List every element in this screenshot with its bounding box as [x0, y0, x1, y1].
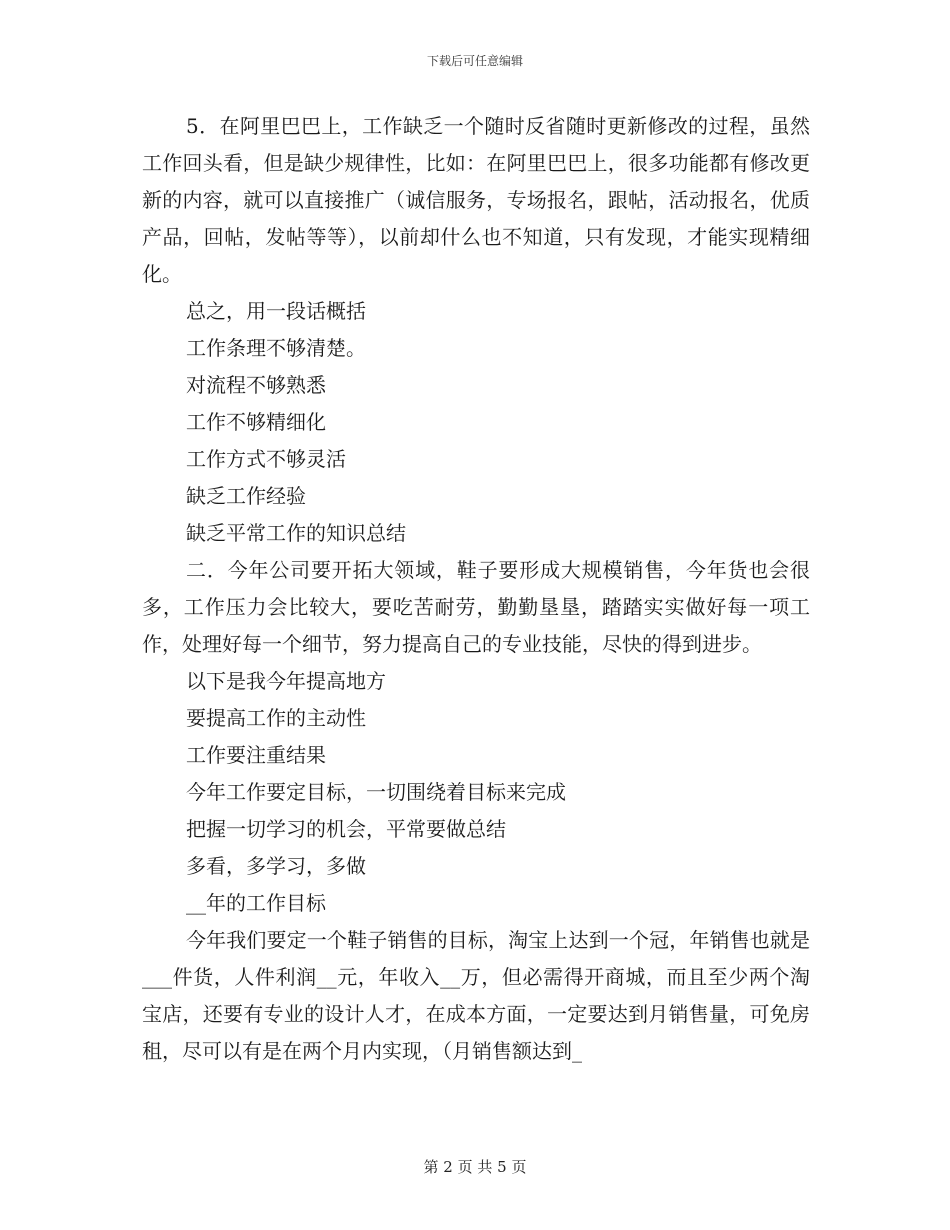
paragraph: 二．今年公司要开拓大领域，鞋子要形成大规模销售，今年货也会很多，工作压力会比较大，要吃苦耐劳，勤勤垦垦，踏踏实实做好每一项工作，处理好每一个细节，努力提高自己的专业技能，尽快的得到进步。 [142, 558, 810, 656]
page-number: 第 2 页 共 5 页 [423, 1158, 527, 1176]
paragraph: 缺乏工作经验 [186, 484, 306, 508]
paragraph: 工作方式不够灵活 [186, 447, 346, 471]
paragraph: 工作不够精细化 [186, 410, 326, 434]
paragraph: 总之，用一段话概括 [186, 299, 366, 323]
paragraph: 要提高工作的主动性 [186, 706, 366, 730]
paragraph: 缺乏平常工作的知识总结 [186, 521, 406, 545]
paragraph: 多看，多学习，多做 [186, 854, 366, 878]
paragraph: __年的工作目标 [186, 891, 326, 915]
paragraph: 把握一切学习的机会，平常要做总结 [186, 817, 506, 841]
paragraph: 工作要注重结果 [186, 743, 326, 767]
paragraph: 对流程不够熟悉 [186, 373, 326, 397]
document-body [142, 108, 810, 1070]
paragraph: 工作条理不够清楚。 [186, 336, 366, 360]
paragraph: 今年工作要定目标，一切围绕着目标来完成 [186, 780, 566, 804]
page-header-note: 下载后可任意编辑 [426, 54, 523, 68]
paragraph: 今年我们要定一个鞋子销售的目标，淘宝上达到一个冠，年销售也就是___件货，人件利润__元，年收入__万，但必需得开商城，而且至少两个淘宝店，还要有专业的设计人才，在成本方面，一定要达到月销售量，可免房租，尽可以有是在两个月内实现，（月销售额达到_ [142, 928, 810, 1063]
paragraph: 以下是我今年提高地方 [186, 669, 386, 693]
paragraph: 5．在阿里巴巴上，工作缺乏一个随时反省随时更新修改的过程，虽然工作回头看，但是缺少规律性，比如：在阿里巴巴上，很多功能都有修改更新的内容，就可以直接推广（诚信服务，专场报名，跟帖，活动报名，优质产品，回帖，发帖等等），以前却什么也不知道，只有发现，才能实现精细化。 [142, 114, 810, 286]
